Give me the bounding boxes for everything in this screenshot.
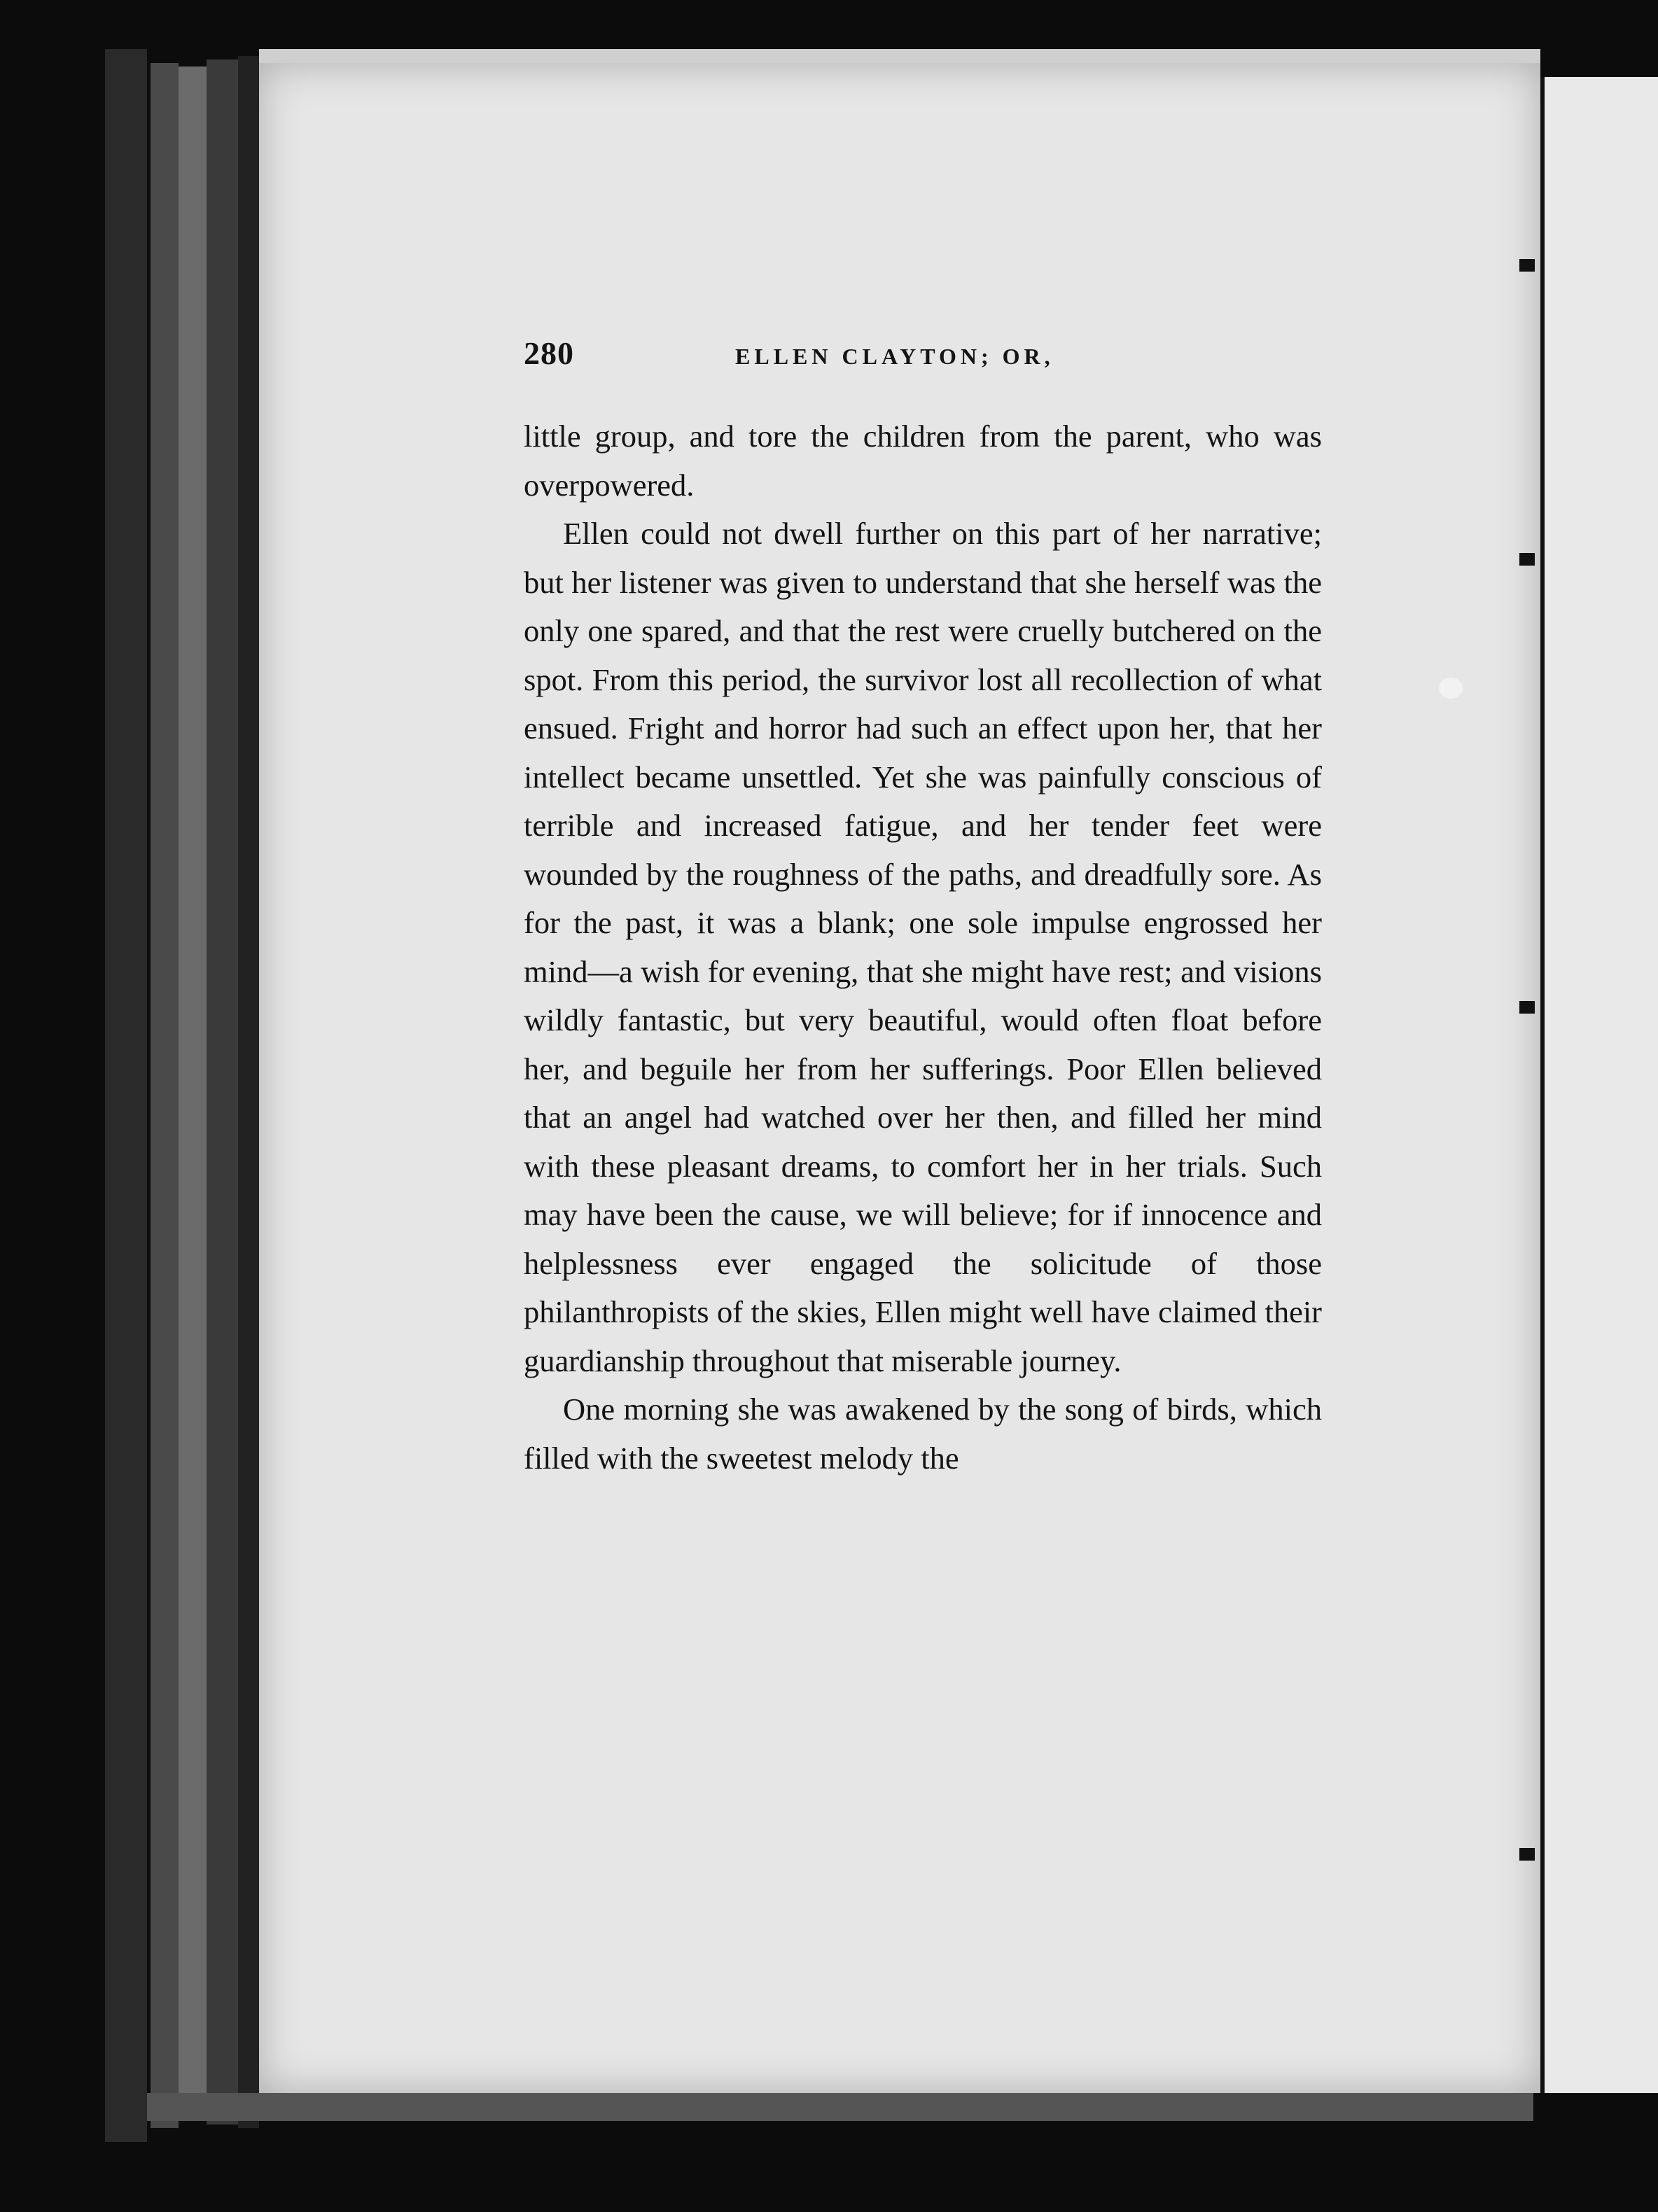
page-number: 280 bbox=[524, 335, 574, 371]
page-header bbox=[524, 335, 1322, 372]
adjacent-page bbox=[1540, 77, 1658, 2093]
book-edge-inner bbox=[238, 56, 259, 2128]
book-edge-layer bbox=[179, 66, 207, 2118]
page-top-edge bbox=[259, 49, 1540, 64]
binding-stitch-mark bbox=[1519, 259, 1535, 272]
paragraph: Ellen could not dwell further on this part of her narrative; but her listener was given to understand that she herself was the only one spared, and that the rest were cruelly butchered on the spot. From this period, the survivor lost all recollection of what ensued. Fright and horror had such an effect upon her, that her intellect became unsettled. Yet she was painfully conscious of terrible and increased fatigue, and her tender feet were wounded by the roughness of the paths, and dreadfully sore. As for the past, it was a blank; one sole impulse engrossed her mind—a wish for evening, that she might have rest; and visions wildly fantastic, but very beautiful, would often float before her, and beguile her from her sufferings. Poor Ellen believed that an angel had watched over her then, and filled her mind with these pleasant dreams, to comfort her in her trials. Such may have been the cause, we will believe; for if innocence and helplessness ever engaged the solicitude of those philanthropists of the skies, Ellen might well have claimed their guardianship throughout that miserable journey. bbox=[524, 516, 1322, 1378]
paragraph: little group, and tore the children from the parent, who was overpowered. bbox=[524, 419, 1322, 503]
book-edge-layer bbox=[207, 59, 238, 2124]
book-edge-layer bbox=[151, 63, 179, 2128]
book-edge-outer bbox=[105, 49, 147, 2142]
binding-stitch-mark bbox=[1519, 1848, 1535, 1861]
binding-stitch-mark bbox=[1519, 553, 1535, 566]
body-text bbox=[524, 412, 1322, 1483]
running-head: ELLEN CLAYTON; OR, bbox=[735, 344, 1054, 369]
paragraph: One morning she was awakened by the song of birds, which filled with the sweetest melody the bbox=[524, 1392, 1322, 1476]
binding-stitch-mark bbox=[1519, 1001, 1535, 1014]
page-bottom-edge bbox=[147, 2093, 1533, 2121]
scan-speck bbox=[1439, 678, 1463, 699]
page-content bbox=[524, 335, 1322, 1483]
